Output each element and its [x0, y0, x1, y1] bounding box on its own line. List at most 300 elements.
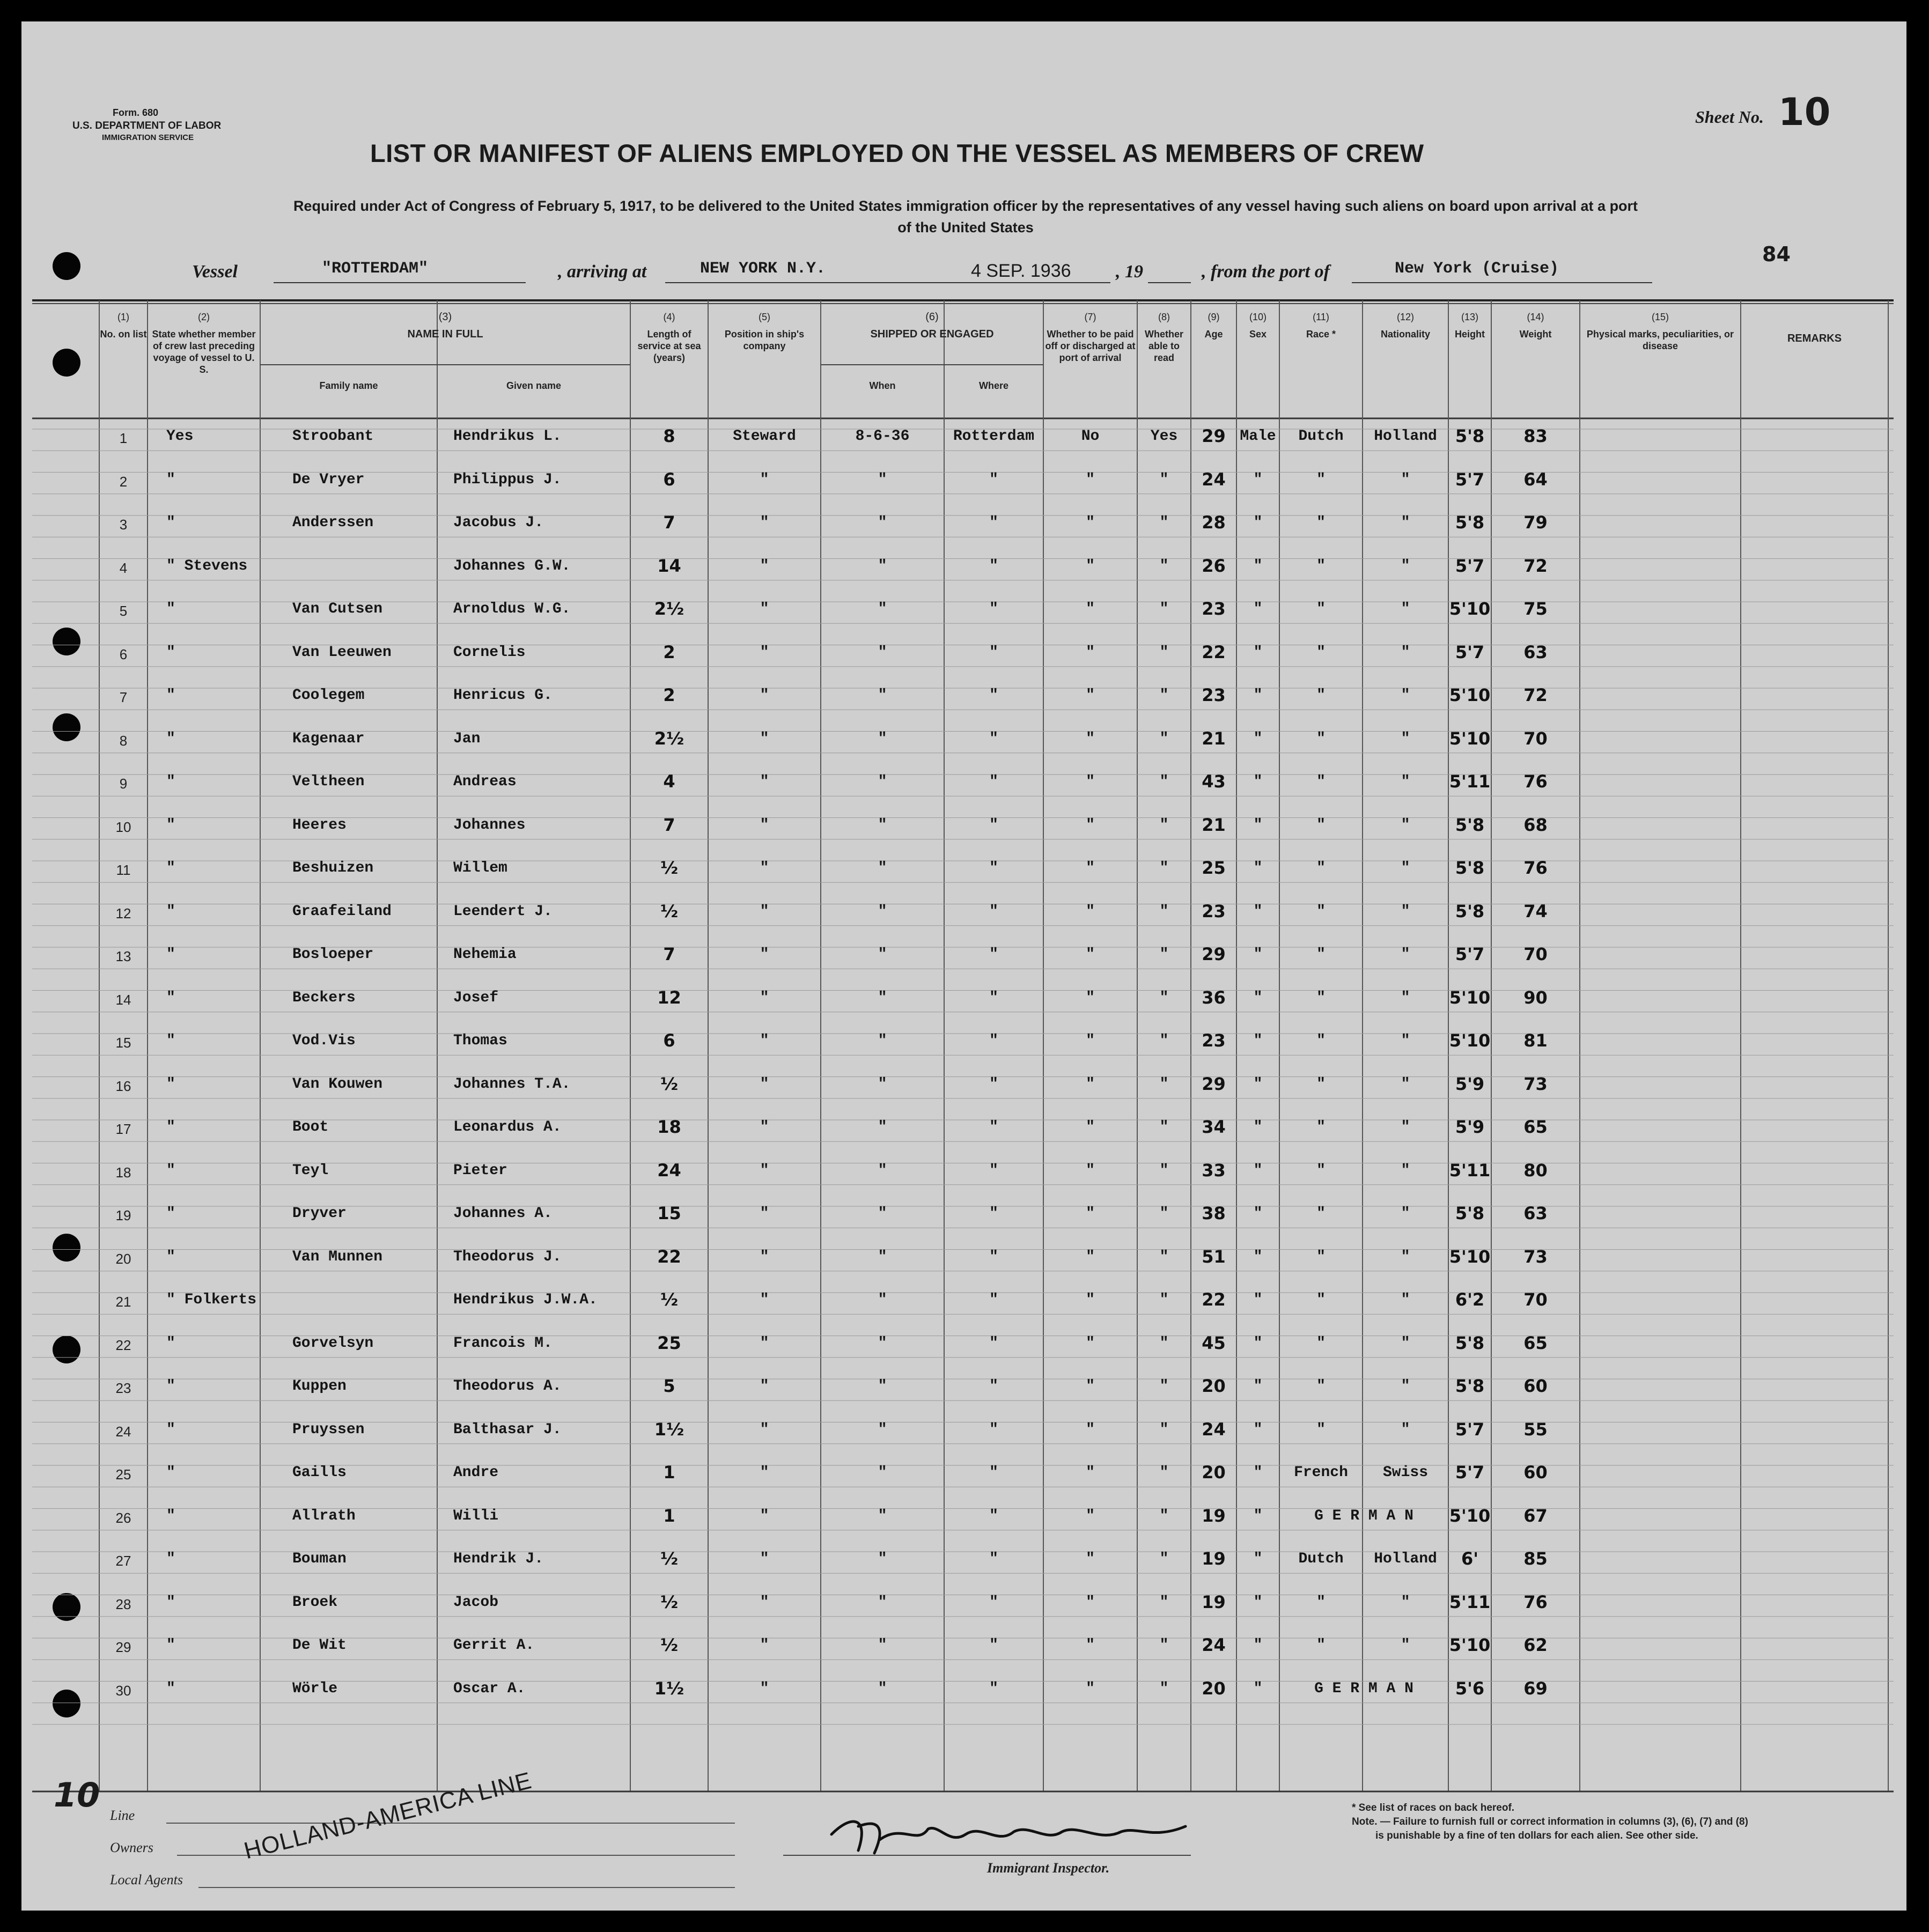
- shipped-where-cell: ": [989, 687, 998, 704]
- age-cell: 20: [1202, 1376, 1226, 1396]
- nationality-cell: ": [1401, 471, 1410, 488]
- footnote-penalty-cont: is punishable by a fine of ten dollars for each alien. See other side.: [1375, 1830, 1698, 1841]
- shipped-when-cell: ": [878, 730, 887, 747]
- age-cell: 36: [1202, 987, 1226, 1008]
- family-name-cell: Bosloeper: [292, 946, 374, 963]
- family-name-cell: Kagenaar: [292, 730, 365, 747]
- sex-cell: ": [1253, 1421, 1263, 1438]
- position-cell: ": [760, 816, 769, 834]
- race-cell: ": [1316, 687, 1326, 704]
- underline: [783, 1855, 1191, 1856]
- manifest-sheet: [21, 21, 1906, 1911]
- previous-voyage-cell: ": [166, 1205, 175, 1222]
- service-years-cell: ½: [660, 1073, 679, 1094]
- row-number: 4: [119, 559, 128, 576]
- position-cell: ": [760, 1075, 769, 1093]
- row-number: 27: [115, 1553, 131, 1569]
- race-cell: ": [1316, 989, 1326, 1006]
- age-cell: 21: [1202, 814, 1226, 835]
- shipped-when-cell: ": [878, 1075, 887, 1093]
- column-label: Physical marks, peculiarities, or disease: [1586, 329, 1734, 351]
- age-cell: 29: [1202, 426, 1226, 446]
- page-title: LIST OR MANIFEST OF ALIENS EMPLOYED ON THE VESSEL AS MEMBERS OF CREW: [370, 139, 1424, 167]
- family-name-cell: Beshuizen: [292, 860, 374, 876]
- weight-cell: 68: [1523, 814, 1548, 835]
- column-header: [708, 311, 821, 352]
- shipped-when-cell: ": [878, 1594, 887, 1611]
- inspector-signature: [821, 1802, 1207, 1861]
- column-label: Age: [1204, 329, 1223, 340]
- given-name-cell: Francois M.: [453, 1334, 553, 1352]
- shipped-where-cell: ": [989, 1378, 998, 1395]
- shipped-when-cell: ": [878, 687, 887, 704]
- sex-cell: ": [1253, 860, 1263, 876]
- previous-voyage-cell: ": [166, 1378, 175, 1395]
- shipped-when-cell: ": [878, 1551, 887, 1567]
- height-cell: 5'8: [1455, 1203, 1485, 1223]
- given-name-cell: Jacobus J.: [453, 514, 544, 531]
- position-cell: ": [760, 1248, 769, 1265]
- race-cell: ": [1316, 1594, 1326, 1611]
- shipped-when-cell: ": [878, 989, 887, 1006]
- able-to-read-cell: ": [1159, 1075, 1169, 1093]
- shipped-where-cell: ": [989, 946, 998, 963]
- height-cell: 5'7: [1455, 944, 1485, 964]
- shipped-where-cell: ": [989, 514, 998, 531]
- family-name-cell: Teyl: [292, 1162, 329, 1179]
- paid-off-cell: ": [1086, 514, 1095, 531]
- shipped-when-cell: ": [878, 860, 887, 876]
- service-years-cell: 4: [663, 771, 675, 792]
- weight-cell: 72: [1523, 685, 1548, 705]
- column-label: When: [869, 380, 896, 391]
- position-cell: ": [760, 1162, 769, 1179]
- sex-cell: ": [1253, 1594, 1263, 1611]
- nationality-cell: ": [1401, 903, 1410, 920]
- given-name-cell: Jacob: [453, 1594, 499, 1611]
- family-name-cell: Anderssen: [292, 514, 374, 531]
- race-cell: ": [1316, 557, 1326, 574]
- sex-cell: ": [1253, 1205, 1263, 1222]
- paid-off-cell: ": [1086, 1507, 1095, 1524]
- age-cell: 29: [1202, 1073, 1226, 1094]
- column-header: [630, 311, 708, 364]
- position-cell: Steward: [733, 428, 796, 445]
- position-cell: ": [760, 644, 769, 661]
- race-cell: G E R M A N: [1314, 1507, 1413, 1524]
- service-years-cell: 7: [663, 944, 675, 964]
- height-cell: 5'10: [1449, 1505, 1491, 1526]
- shipped-where-cell: ": [989, 1162, 998, 1179]
- service-years-cell: 22: [657, 1246, 681, 1267]
- age-cell: 33: [1202, 1160, 1226, 1181]
- shipped-when-cell: ": [878, 1637, 887, 1654]
- service-years-cell: 25: [657, 1332, 681, 1353]
- shipped-where-cell: ": [989, 1551, 998, 1567]
- able-to-read-cell: ": [1159, 1292, 1169, 1308]
- weight-cell: 79: [1523, 512, 1548, 533]
- column-number: (1): [117, 312, 129, 322]
- height-cell: 5'10: [1449, 685, 1491, 705]
- able-to-read-cell: ": [1159, 1464, 1169, 1481]
- age-cell: 19: [1202, 1591, 1226, 1612]
- given-name-cell: Hendrik J.: [453, 1551, 544, 1567]
- height-cell: 5'9: [1455, 1117, 1485, 1137]
- row-number: 15: [115, 1035, 131, 1051]
- position-cell: ": [760, 1205, 769, 1222]
- height-cell: 5'7: [1455, 641, 1485, 662]
- sex-cell: ": [1253, 989, 1263, 1006]
- shipped-when-cell: ": [878, 1292, 887, 1308]
- previous-voyage-cell: Yes: [166, 428, 194, 445]
- race-cell: ": [1316, 1033, 1326, 1049]
- shipped-where-cell: ": [989, 1248, 998, 1265]
- age-cell: 45: [1202, 1332, 1226, 1353]
- nationality-cell: ": [1401, 1033, 1410, 1049]
- given-name-cell: Johannes G.W.: [453, 557, 571, 574]
- nationality-cell: ": [1401, 946, 1410, 963]
- department-name: U.S. DEPARTMENT OF LABOR: [72, 120, 222, 131]
- shipped-when-cell: ": [878, 557, 887, 574]
- previous-voyage-cell: ": [166, 730, 175, 747]
- previous-voyage-cell: ": [166, 946, 175, 963]
- race-cell: ": [1316, 1248, 1326, 1265]
- form-number: Form. 680: [113, 107, 159, 118]
- previous-voyage-cell: ": [166, 860, 175, 876]
- service-name: IMMIGRATION SERVICE: [102, 133, 194, 142]
- previous-voyage-cell: ": [166, 644, 175, 661]
- shipped-where-cell: ": [989, 1680, 998, 1697]
- paid-off-cell: ": [1086, 903, 1095, 920]
- height-cell: 5'8: [1455, 901, 1485, 921]
- paid-off-cell: ": [1086, 730, 1095, 747]
- height-cell: 5'7: [1455, 469, 1485, 490]
- column-label: Given name: [506, 380, 562, 391]
- given-name-cell: Johannes T.A.: [453, 1075, 571, 1093]
- height-cell: 5'11: [1449, 1160, 1491, 1181]
- paid-off-cell: ": [1086, 1162, 1095, 1179]
- column-header: [260, 311, 630, 340]
- footnote-races: * See list of races on back hereof.: [1352, 1802, 1515, 1813]
- weight-cell: 72: [1523, 555, 1548, 576]
- shipped-where-cell: ": [989, 1119, 998, 1135]
- nationality-cell: ": [1401, 1162, 1410, 1179]
- row-number: 29: [115, 1639, 131, 1655]
- nationality-cell: ": [1401, 687, 1410, 704]
- race-cell: ": [1316, 1378, 1326, 1395]
- family-name-cell: Allrath: [292, 1507, 356, 1524]
- nationality-cell: ": [1401, 773, 1410, 790]
- given-name-cell: Henricus G.: [453, 687, 553, 704]
- shipped-when-cell: ": [878, 1033, 887, 1049]
- column-label: Sex: [1249, 329, 1267, 340]
- shipped-when-cell: ": [878, 1248, 887, 1265]
- race-cell: ": [1316, 601, 1326, 617]
- given-name-cell: Andre: [453, 1464, 499, 1481]
- height-cell: 5'10: [1449, 1030, 1491, 1051]
- age-cell: 23: [1202, 599, 1226, 619]
- line-label: Line: [110, 1808, 135, 1823]
- age-cell: 25: [1202, 858, 1226, 878]
- shipped-when-cell: ": [878, 1334, 887, 1352]
- row-number: 2: [119, 473, 128, 490]
- service-years-cell: 6: [663, 469, 675, 490]
- able-to-read-cell: ": [1159, 1119, 1169, 1135]
- paid-off-cell: ": [1086, 1551, 1095, 1567]
- row-number: 20: [115, 1250, 131, 1267]
- weight-cell: 67: [1523, 1505, 1548, 1526]
- position-cell: ": [760, 557, 769, 574]
- nationality-cell: Holland: [1374, 1551, 1437, 1567]
- column-label: Nationality: [1380, 329, 1430, 340]
- nationality-cell: ": [1401, 989, 1410, 1006]
- race-cell: ": [1316, 860, 1326, 876]
- column-label: SHIPPED OR ENGAGED: [870, 328, 994, 340]
- previous-voyage-cell: ": [166, 1551, 175, 1567]
- nationality-cell: ": [1401, 1248, 1410, 1265]
- shipped-when-cell: ": [878, 1162, 887, 1179]
- sex-cell: ": [1253, 557, 1263, 574]
- position-cell: ": [760, 1507, 769, 1524]
- column-label: Where: [978, 380, 1008, 391]
- position-cell: ": [760, 773, 769, 790]
- weight-cell: 74: [1523, 901, 1548, 921]
- row-number: 10: [115, 818, 131, 835]
- column-number: (7): [1084, 312, 1096, 322]
- shipped-when-cell: ": [878, 773, 887, 790]
- arriving-port: NEW YORK N.Y.: [700, 260, 826, 278]
- previous-voyage-cell: ": [166, 1033, 175, 1049]
- able-to-read-cell: ": [1159, 471, 1169, 488]
- age-cell: 19: [1202, 1548, 1226, 1569]
- service-years-cell: 18: [657, 1117, 681, 1137]
- nationality-cell: ": [1401, 816, 1410, 834]
- weight-cell: 55: [1523, 1419, 1548, 1440]
- able-to-read-cell: ": [1159, 773, 1169, 790]
- given-name-cell: Jan: [453, 730, 481, 747]
- sex-cell: ": [1253, 1292, 1263, 1308]
- previous-voyage-cell: ": [166, 1680, 175, 1697]
- nationality-cell: ": [1401, 1075, 1410, 1093]
- race-cell: ": [1316, 730, 1326, 747]
- family-name-cell: Vod.Vis: [292, 1033, 356, 1049]
- given-name-cell: Theodorus J.: [453, 1248, 562, 1265]
- column-header: [260, 380, 437, 392]
- column-number: (6): [925, 311, 939, 323]
- race-cell: G E R M A N: [1314, 1680, 1413, 1697]
- service-years-cell: 2½: [654, 599, 684, 619]
- nationality-cell: ": [1401, 644, 1410, 661]
- shipped-where-cell: ": [989, 601, 998, 617]
- column-number: (9): [1208, 312, 1220, 322]
- column-number: (3): [438, 311, 452, 323]
- shipped-when-cell: 8-6-36: [855, 428, 910, 445]
- column-header: [1448, 311, 1491, 340]
- race-cell: Dutch: [1298, 428, 1344, 445]
- column-number: (5): [759, 312, 770, 322]
- service-years-cell: ½: [660, 1591, 679, 1612]
- shipped-where-cell: ": [989, 1421, 998, 1438]
- column-number: (10): [1249, 312, 1267, 322]
- able-to-read-cell: ": [1159, 1334, 1169, 1352]
- able-to-read-cell: ": [1159, 1162, 1169, 1179]
- shipped-when-cell: ": [878, 946, 887, 963]
- column-header: [148, 311, 260, 375]
- shipped-where-cell: ": [989, 989, 998, 1006]
- previous-voyage-cell: ": [166, 903, 175, 920]
- row-number: 8: [119, 732, 128, 749]
- weight-cell: 90: [1523, 987, 1548, 1008]
- owners-label: Owners: [110, 1840, 153, 1855]
- column-header: [1279, 311, 1363, 340]
- weight-cell: 60: [1523, 1376, 1548, 1396]
- nationality-cell: ": [1401, 1421, 1410, 1438]
- nationality-cell: ": [1401, 1378, 1410, 1395]
- shipped-when-cell: ": [878, 471, 887, 488]
- row-number: 19: [115, 1207, 131, 1223]
- weight-cell: 75: [1523, 599, 1548, 619]
- given-name-cell: Cornelis: [453, 644, 526, 661]
- weight-cell: 62: [1523, 1635, 1548, 1655]
- family-name-cell: Boot: [292, 1119, 329, 1135]
- column-header: [1236, 311, 1279, 340]
- weight-cell: 83: [1523, 426, 1548, 446]
- sex-cell: ": [1253, 816, 1263, 834]
- race-cell: ": [1316, 1205, 1326, 1222]
- weight-cell: 81: [1523, 1030, 1548, 1051]
- previous-voyage-cell: ": [166, 816, 175, 834]
- service-years-cell: ½: [660, 901, 679, 921]
- shipped-when-cell: ": [878, 1680, 887, 1697]
- family-name-cell: Heeres: [292, 816, 347, 834]
- able-to-read-cell: ": [1159, 989, 1169, 1006]
- nationality-cell: ": [1401, 1594, 1410, 1611]
- column-number: (12): [1396, 312, 1414, 322]
- sex-cell: ": [1253, 1033, 1263, 1049]
- able-to-read-cell: ": [1159, 903, 1169, 920]
- given-name-cell: Willi: [453, 1507, 499, 1524]
- paid-off-cell: ": [1086, 989, 1095, 1006]
- given-name-cell: Philippus J.: [453, 471, 562, 488]
- paid-off-cell: ": [1086, 687, 1095, 704]
- able-to-read-cell: ": [1159, 601, 1169, 617]
- column-header: [1043, 311, 1137, 364]
- sex-cell: ": [1253, 1680, 1263, 1697]
- position-cell: ": [760, 903, 769, 920]
- service-years-cell: ½: [660, 1548, 679, 1569]
- previous-voyage-cell: ": [166, 1075, 175, 1093]
- position-cell: ": [760, 1334, 769, 1352]
- sex-cell: ": [1253, 1248, 1263, 1265]
- nationality-cell: Swiss: [1382, 1464, 1428, 1481]
- nationality-cell: Holland: [1374, 428, 1437, 445]
- able-to-read-cell: ": [1159, 1248, 1169, 1265]
- race-cell: ": [1316, 773, 1326, 790]
- underline: [198, 1887, 735, 1888]
- paid-off-cell: ": [1086, 1292, 1095, 1308]
- family-name-cell: Van Kouwen: [292, 1075, 383, 1093]
- column-label: Whether to be paid off or discharged at port of arrival: [1045, 329, 1136, 363]
- able-to-read-cell: ": [1159, 1551, 1169, 1567]
- able-to-read-cell: ": [1159, 1421, 1169, 1438]
- sex-cell: ": [1253, 730, 1263, 747]
- shipped-where-cell: ": [989, 730, 998, 747]
- race-cell: ": [1316, 816, 1326, 834]
- position-cell: ": [760, 1680, 769, 1697]
- age-cell: 28: [1202, 512, 1226, 533]
- previous-voyage-cell: ": [166, 1248, 175, 1265]
- service-years-cell: 1: [663, 1505, 675, 1526]
- paid-off-cell: ": [1086, 1637, 1095, 1654]
- height-cell: 5'7: [1455, 1419, 1485, 1440]
- sex-cell: ": [1253, 1637, 1263, 1654]
- column-label: Length of service at sea (years): [637, 329, 701, 363]
- able-to-read-cell: ": [1159, 644, 1169, 661]
- race-cell: ": [1316, 1637, 1326, 1654]
- family-name-cell: Veltheen: [292, 773, 365, 790]
- service-years-cell: 7: [663, 814, 675, 835]
- row-number: 22: [115, 1337, 131, 1353]
- weight-cell: 70: [1523, 944, 1548, 964]
- service-years-cell: 2½: [654, 728, 684, 749]
- family-name-cell: Pruyssen: [292, 1421, 365, 1438]
- position-cell: ": [760, 1378, 769, 1395]
- given-name-cell: Josef: [453, 989, 499, 1006]
- able-to-read-cell: ": [1159, 557, 1169, 574]
- paid-off-cell: ": [1086, 816, 1095, 834]
- able-to-read-cell: ": [1159, 1680, 1169, 1697]
- height-cell: 5'10: [1449, 728, 1491, 749]
- given-name-cell: Leonardus A.: [453, 1119, 562, 1135]
- weight-cell: 69: [1523, 1678, 1548, 1699]
- row-number: 26: [115, 1509, 131, 1526]
- column-label: Whether able to read: [1145, 329, 1183, 363]
- sheet-label: Sheet No.: [1695, 107, 1764, 127]
- paid-off-cell: ": [1086, 1033, 1095, 1049]
- given-name-cell: Theodorus A.: [453, 1378, 562, 1395]
- nationality-cell: ": [1401, 1637, 1410, 1654]
- nationality-cell: ": [1401, 601, 1410, 617]
- given-name-cell: Johannes: [453, 816, 526, 834]
- sex-cell: Male: [1240, 428, 1276, 445]
- paid-off-cell: ": [1086, 1205, 1095, 1222]
- position-cell: ": [760, 514, 769, 531]
- previous-voyage-cell: ": [166, 1162, 175, 1179]
- family-name-cell: Gorvelsyn: [292, 1334, 374, 1352]
- family-name-cell: Van Munnen: [292, 1248, 383, 1265]
- row-number: 17: [115, 1121, 131, 1137]
- service-years-cell: 24: [657, 1160, 681, 1181]
- row-number: 11: [116, 862, 131, 878]
- given-name-cell: Leendert J.: [453, 903, 553, 920]
- shipped-where-cell: ": [989, 1637, 998, 1654]
- able-to-read-cell: ": [1159, 1637, 1169, 1654]
- previous-voyage-cell: ": [166, 1421, 175, 1438]
- able-to-read-cell: Yes: [1150, 428, 1178, 445]
- given-name-cell: Gerrit A.: [453, 1637, 535, 1654]
- age-cell: 19: [1202, 1505, 1226, 1526]
- column-header: [99, 311, 148, 340]
- race-cell: Dutch: [1298, 1551, 1344, 1567]
- row-number: 25: [115, 1466, 131, 1483]
- paid-off-cell: ": [1086, 1075, 1095, 1093]
- height-cell: 5'10: [1449, 987, 1491, 1008]
- shipped-where-cell: ": [989, 471, 998, 488]
- age-cell: 22: [1202, 1289, 1226, 1310]
- nationality-cell: ": [1401, 1334, 1410, 1352]
- race-cell: ": [1316, 1334, 1326, 1352]
- paid-off-cell: ": [1086, 1594, 1095, 1611]
